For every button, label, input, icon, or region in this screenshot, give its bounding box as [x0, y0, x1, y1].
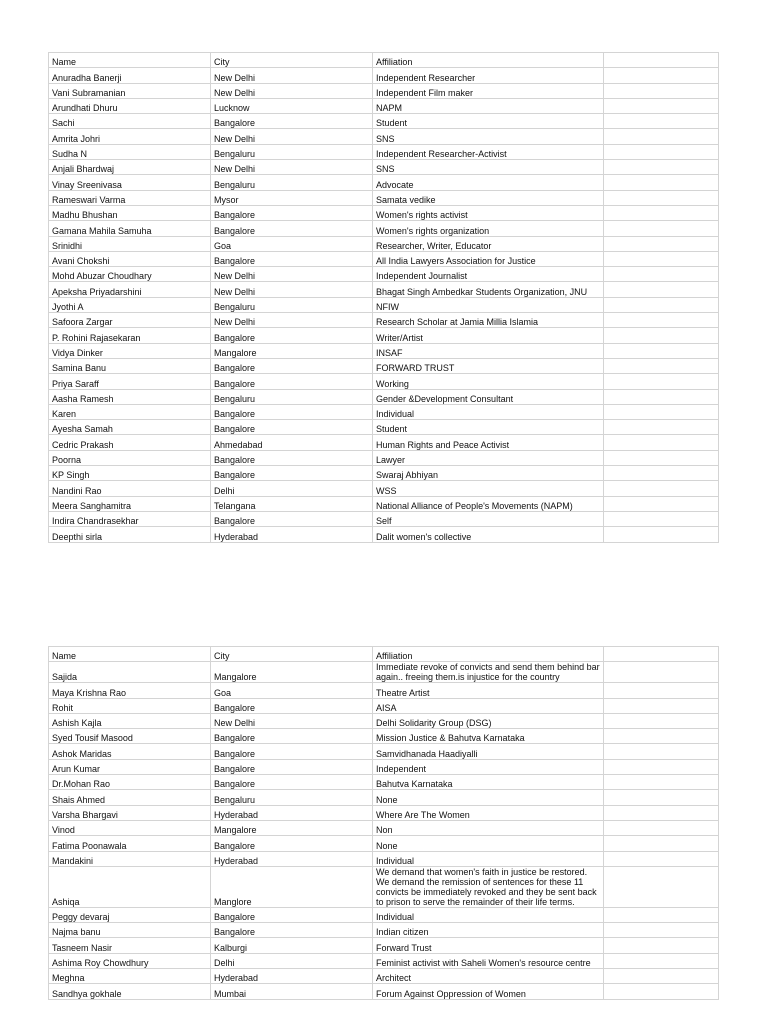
empty-cell [604, 820, 719, 835]
affiliation-cell: We demand that women's faith in justice be restored. We demand the remission of sentences for these 11 convicts be immediately revoked and they be sent back to prison to serve the remainder of their life terms. [373, 866, 604, 907]
name-cell: Srinidhi [49, 236, 211, 251]
empty-cell [604, 698, 719, 713]
table-row [49, 450, 719, 465]
empty-cell [604, 775, 719, 790]
empty-cell [604, 160, 719, 175]
city-cell: Bangalore [211, 744, 373, 759]
name-cell: Meghna [49, 969, 211, 984]
empty-cell [604, 83, 719, 98]
city-cell: Bangalore [211, 729, 373, 744]
empty-cell [604, 98, 719, 113]
empty-cell [604, 53, 719, 68]
name-cell: Peggy devaraj [49, 907, 211, 922]
table-row [49, 481, 719, 496]
name-cell: Rohit [49, 698, 211, 713]
empty-cell [604, 114, 719, 129]
empty-cell [604, 221, 719, 236]
empty-cell [604, 527, 719, 542]
empty-cell [604, 984, 719, 999]
name-cell: Nandini Rao [49, 481, 211, 496]
empty-cell [604, 511, 719, 526]
empty-cell [604, 866, 719, 907]
table-row [49, 744, 719, 759]
empty-cell [604, 267, 719, 282]
name-cell: Sachi [49, 114, 211, 129]
name-cell: Jyothi A [49, 297, 211, 312]
name-cell: Vani Subramanian [49, 83, 211, 98]
empty-cell [604, 236, 719, 251]
city-cell: Bengaluru [211, 175, 373, 190]
affiliation-cell: Self [373, 511, 604, 526]
empty-cell [604, 328, 719, 343]
city-cell: New Delhi [211, 313, 373, 328]
city-cell: Mysor [211, 190, 373, 205]
affiliation-cell: Individual [373, 404, 604, 419]
table-row [49, 389, 719, 404]
signatories-table-1 [48, 52, 719, 543]
affiliation-cell: Where Are The Women [373, 805, 604, 820]
name-cell: Cedric Prakash [49, 435, 211, 450]
name-cell: Mandakini [49, 851, 211, 866]
table-row [49, 205, 719, 220]
affiliation-cell: Human Rights and Peace Activist [373, 435, 604, 450]
empty-cell [604, 144, 719, 159]
empty-cell [604, 343, 719, 358]
affiliation-cell: Research Scholar at Jamia Millia Islamia [373, 313, 604, 328]
affiliation-cell: Architect [373, 969, 604, 984]
header-row [49, 53, 719, 68]
city-cell: Hyderabad [211, 851, 373, 866]
affiliation-cell: Forum Against Oppression of Women [373, 984, 604, 999]
table-row [49, 114, 719, 129]
city-cell: New Delhi [211, 160, 373, 175]
table-row [49, 662, 719, 683]
table-row [49, 313, 719, 328]
name-cell: KP Singh [49, 466, 211, 481]
city-cell: Bangalore [211, 511, 373, 526]
affiliation-cell: National Alliance of People's Movements (NAPM) [373, 496, 604, 511]
name-cell: Avani Chokshi [49, 251, 211, 266]
table-row [49, 836, 719, 851]
city-cell: New Delhi [211, 713, 373, 728]
city-cell: Bangalore [211, 466, 373, 481]
empty-cell [604, 647, 719, 662]
name-cell: Madhu Bhushan [49, 205, 211, 220]
table-row [49, 969, 719, 984]
table-row [49, 160, 719, 175]
affiliation-cell: Bahutva Karnataka [373, 775, 604, 790]
affiliation-cell: Samvidhanada Haadiyalli [373, 744, 604, 759]
table-row [49, 775, 719, 790]
empty-cell [604, 907, 719, 922]
affiliation-cell: Theatre Artist [373, 683, 604, 698]
table-row [49, 729, 719, 744]
city-cell: Manglore [211, 866, 373, 907]
city-cell: Bangalore [211, 358, 373, 373]
affiliation-cell: Indian citizen [373, 923, 604, 938]
city-cell: Mangalore [211, 820, 373, 835]
table-row [49, 805, 719, 820]
city-cell: Bangalore [211, 328, 373, 343]
city-cell: New Delhi [211, 267, 373, 282]
city-cell: Goa [211, 683, 373, 698]
affiliation-cell: Researcher, Writer, Educator [373, 236, 604, 251]
name-cell: Anjali Bhardwaj [49, 160, 211, 175]
city-cell: Bangalore [211, 698, 373, 713]
affiliation-cell: Independent Journalist [373, 267, 604, 282]
empty-cell [604, 389, 719, 404]
table-row [49, 713, 719, 728]
empty-cell [604, 466, 719, 481]
empty-cell [604, 481, 719, 496]
city-cell: Bangalore [211, 404, 373, 419]
column-header: Affiliation [373, 53, 604, 68]
city-cell: Hyderabad [211, 527, 373, 542]
empty-cell [604, 205, 719, 220]
name-cell: Vinod [49, 820, 211, 835]
name-cell: Sajida [49, 662, 211, 683]
city-cell: Goa [211, 236, 373, 251]
empty-cell [604, 851, 719, 866]
empty-cell [604, 729, 719, 744]
affiliation-cell: Individual [373, 851, 604, 866]
table-row [49, 511, 719, 526]
table-row [49, 984, 719, 999]
table-row [49, 129, 719, 144]
city-cell: New Delhi [211, 68, 373, 83]
empty-cell [604, 297, 719, 312]
affiliation-cell: FORWARD TRUST [373, 358, 604, 373]
table-row [49, 907, 719, 922]
name-cell: Ashima Roy Chowdhury [49, 953, 211, 968]
header-row [49, 647, 719, 662]
affiliation-cell: NAPM [373, 98, 604, 113]
name-cell: Dr.Mohan Rao [49, 775, 211, 790]
affiliation-cell: WSS [373, 481, 604, 496]
column-header: Affiliation [373, 647, 604, 662]
empty-cell [604, 282, 719, 297]
table-row [49, 98, 719, 113]
table-row [49, 790, 719, 805]
affiliation-cell: SNS [373, 160, 604, 175]
affiliation-cell: Women's rights activist [373, 205, 604, 220]
column-header: City [211, 53, 373, 68]
city-cell: Delhi [211, 481, 373, 496]
name-cell: Ayesha Samah [49, 420, 211, 435]
city-cell: Bangalore [211, 420, 373, 435]
table-row [49, 221, 719, 236]
name-cell: Priya Saraff [49, 374, 211, 389]
empty-cell [604, 175, 719, 190]
affiliation-cell: Bhagat Singh Ambedkar Students Organization, JNU [373, 282, 604, 297]
city-cell: Bangalore [211, 450, 373, 465]
empty-cell [604, 953, 719, 968]
city-cell: Hyderabad [211, 805, 373, 820]
column-header: Name [49, 647, 211, 662]
empty-cell [604, 190, 719, 205]
empty-cell [604, 435, 719, 450]
affiliation-cell: SNS [373, 129, 604, 144]
affiliation-cell: Feminist activist with Saheli Women's resource centre [373, 953, 604, 968]
name-cell: Syed Tousif Masood [49, 729, 211, 744]
table-row [49, 236, 719, 251]
empty-cell [604, 313, 719, 328]
name-cell: Meera Sanghamitra [49, 496, 211, 511]
table-row [49, 282, 719, 297]
city-cell: Bangalore [211, 775, 373, 790]
city-cell: Lucknow [211, 98, 373, 113]
name-cell: Deepthi sirla [49, 527, 211, 542]
affiliation-cell: Swaraj Abhiyan [373, 466, 604, 481]
empty-cell [604, 744, 719, 759]
empty-cell [604, 923, 719, 938]
table-row [49, 68, 719, 83]
affiliation-cell: Advocate [373, 175, 604, 190]
name-cell: Ashiqa [49, 866, 211, 907]
name-cell: Poorna [49, 450, 211, 465]
name-cell: Vinay Sreenivasa [49, 175, 211, 190]
empty-cell [604, 969, 719, 984]
affiliation-cell: AISA [373, 698, 604, 713]
name-cell: Varsha Bhargavi [49, 805, 211, 820]
name-cell: Rameswari Varma [49, 190, 211, 205]
affiliation-cell: Student [373, 114, 604, 129]
table-row [49, 527, 719, 542]
city-cell: Bangalore [211, 221, 373, 236]
name-cell: Safoora Zargar [49, 313, 211, 328]
empty-cell [604, 662, 719, 683]
affiliation-cell: Independent Researcher [373, 68, 604, 83]
name-cell: Arun Kumar [49, 759, 211, 774]
city-cell: Bangalore [211, 923, 373, 938]
affiliation-cell: None [373, 790, 604, 805]
name-cell: Sudha N [49, 144, 211, 159]
name-cell: Mohd Abuzar Choudhary [49, 267, 211, 282]
name-cell: Apeksha Priyadarshini [49, 282, 211, 297]
name-cell: Aasha Ramesh [49, 389, 211, 404]
name-cell: Indira Chandrasekhar [49, 511, 211, 526]
table-row [49, 328, 719, 343]
affiliation-cell: None [373, 836, 604, 851]
table-row [49, 698, 719, 713]
column-header: Name [49, 53, 211, 68]
name-cell: Amrita Johri [49, 129, 211, 144]
city-cell: Bangalore [211, 114, 373, 129]
empty-cell [604, 420, 719, 435]
empty-cell [604, 938, 719, 953]
city-cell: New Delhi [211, 129, 373, 144]
name-cell: Vidya Dinker [49, 343, 211, 358]
table-row [49, 466, 719, 481]
empty-cell [604, 713, 719, 728]
column-header: City [211, 647, 373, 662]
name-cell: Gamana Mahila Samuha [49, 221, 211, 236]
table-row [49, 820, 719, 835]
city-cell: Bengaluru [211, 297, 373, 312]
affiliation-cell: Non [373, 820, 604, 835]
table-row [49, 496, 719, 511]
city-cell: Mumbai [211, 984, 373, 999]
city-cell: Bangalore [211, 759, 373, 774]
affiliation-cell: Samata vedike [373, 190, 604, 205]
name-cell: Ashish Kajla [49, 713, 211, 728]
name-cell: Fatima Poonawala [49, 836, 211, 851]
name-cell: Tasneem Nasir [49, 938, 211, 953]
city-cell: Ahmedabad [211, 435, 373, 450]
empty-cell [604, 68, 719, 83]
affiliation-cell: Individual [373, 907, 604, 922]
table-row [49, 144, 719, 159]
table-row [49, 358, 719, 373]
empty-cell [604, 404, 719, 419]
empty-cell [604, 683, 719, 698]
affiliation-cell: Student [373, 420, 604, 435]
affiliation-cell: INSAF [373, 343, 604, 358]
city-cell: Telangana [211, 496, 373, 511]
table-row [49, 851, 719, 866]
empty-cell [604, 790, 719, 805]
table-row [49, 83, 719, 98]
city-cell: Bengaluru [211, 389, 373, 404]
table-row [49, 297, 719, 312]
table-row [49, 938, 719, 953]
affiliation-cell: Forward Trust [373, 938, 604, 953]
affiliation-cell: Independent Film maker [373, 83, 604, 98]
name-cell: Anuradha Banerji [49, 68, 211, 83]
empty-cell [604, 805, 719, 820]
empty-cell [604, 129, 719, 144]
table-row [49, 953, 719, 968]
empty-cell [604, 836, 719, 851]
empty-cell [604, 450, 719, 465]
affiliation-cell: Immediate revoke of convicts and send them behind bar again.. freeing them.is injustice for the country [373, 662, 604, 683]
name-cell: Najma banu [49, 923, 211, 938]
table-row [49, 175, 719, 190]
table-row [49, 251, 719, 266]
city-cell: New Delhi [211, 83, 373, 98]
table-row [49, 759, 719, 774]
name-cell: Sandhya gokhale [49, 984, 211, 999]
name-cell: Samina Banu [49, 358, 211, 373]
affiliation-cell: Independent [373, 759, 604, 774]
table-row [49, 923, 719, 938]
city-cell: Delhi [211, 953, 373, 968]
affiliation-cell: Gender &Development Consultant [373, 389, 604, 404]
empty-cell [604, 251, 719, 266]
city-cell: Bangalore [211, 836, 373, 851]
name-cell: Maya Krishna Rao [49, 683, 211, 698]
name-cell: Shais Ahmed [49, 790, 211, 805]
city-cell: Bengaluru [211, 790, 373, 805]
table-row [49, 343, 719, 358]
affiliation-cell: Mission Justice & Bahutva Karnataka [373, 729, 604, 744]
table-row [49, 404, 719, 419]
table-row [49, 435, 719, 450]
affiliation-cell: Dalit women's collective [373, 527, 604, 542]
table-row [49, 866, 719, 907]
affiliation-cell: NFIW [373, 297, 604, 312]
affiliation-cell: Working [373, 374, 604, 389]
affiliation-cell: All India Lawyers Association for Justice [373, 251, 604, 266]
affiliation-cell: Independent Researcher-Activist [373, 144, 604, 159]
name-cell: P. Rohini Rajasekaran [49, 328, 211, 343]
affiliation-cell: Writer/Artist [373, 328, 604, 343]
table-row [49, 374, 719, 389]
affiliation-cell: Delhi Solidarity Group (DSG) [373, 713, 604, 728]
affiliation-cell: Lawyer [373, 450, 604, 465]
name-cell: Arundhati Dhuru [49, 98, 211, 113]
table-row [49, 420, 719, 435]
table-row [49, 267, 719, 282]
city-cell: Kalburgi [211, 938, 373, 953]
empty-cell [604, 358, 719, 373]
name-cell: Karen [49, 404, 211, 419]
empty-cell [604, 374, 719, 389]
city-cell: Bangalore [211, 374, 373, 389]
affiliation-cell: Women's rights organization [373, 221, 604, 236]
city-cell: Bangalore [211, 251, 373, 266]
empty-cell [604, 496, 719, 511]
city-cell: Bengaluru [211, 144, 373, 159]
city-cell: Bangalore [211, 205, 373, 220]
city-cell: Mangalore [211, 343, 373, 358]
city-cell: Mangalore [211, 662, 373, 683]
signatories-table-2 [48, 646, 719, 1000]
empty-cell [604, 759, 719, 774]
city-cell: Hyderabad [211, 969, 373, 984]
city-cell: Bangalore [211, 907, 373, 922]
table-row [49, 683, 719, 698]
table-row [49, 190, 719, 205]
name-cell: Ashok Maridas [49, 744, 211, 759]
city-cell: New Delhi [211, 282, 373, 297]
